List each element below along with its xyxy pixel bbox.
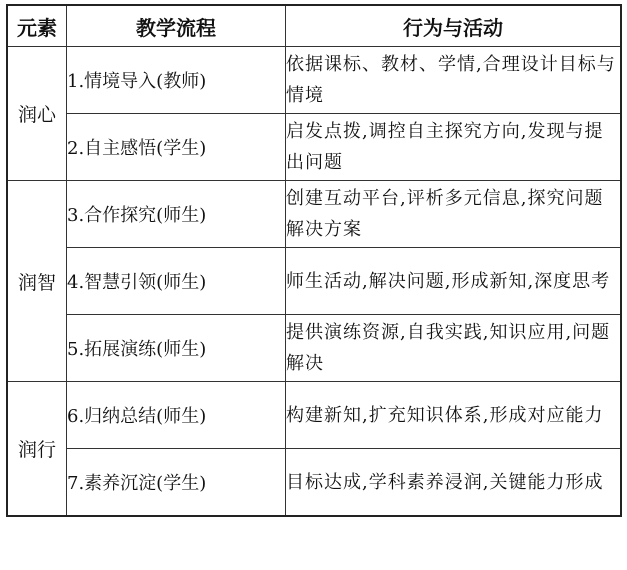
activity-cell: 创建互动平台,评析多元信息,探究问题解决方案 (286, 181, 622, 248)
table-row (7, 382, 621, 449)
table-row (7, 181, 621, 248)
step-cell: 6.归纳总结(师生) (67, 382, 286, 449)
activity-cell: 目标达成,学科素养浸润,关键能力形成 (286, 449, 622, 517)
table-row (7, 248, 621, 315)
step-cell: 4.智慧引领(师生) (67, 248, 286, 315)
header-row (7, 5, 621, 47)
table-row (7, 47, 621, 114)
element-cell: 润心 (7, 47, 67, 181)
header-element: 元素 (7, 5, 67, 47)
header-activity: 行为与活动 (286, 5, 622, 47)
element-cell: 润行 (7, 382, 67, 517)
table-row (7, 315, 621, 382)
teaching-process-table (6, 4, 622, 517)
activity-cell: 依据课标、教材、学情,合理设计目标与情境 (286, 47, 622, 114)
step-cell: 3.合作探究(师生) (67, 181, 286, 248)
table-row (7, 114, 621, 181)
activity-cell: 师生活动,解决问题,形成新知,深度思考 (286, 248, 622, 315)
activity-cell: 启发点拨,调控自主探究方向,发现与提出问题 (286, 114, 622, 181)
step-cell: 7.素养沉淀(学生) (67, 449, 286, 517)
activity-cell: 提供演练资源,自我实践,知识应用,问题解决 (286, 315, 622, 382)
activity-cell: 构建新知,扩充知识体系,形成对应能力 (286, 382, 622, 449)
header-process: 教学流程 (67, 5, 286, 47)
step-cell: 2.自主感悟(学生) (67, 114, 286, 181)
element-cell: 润智 (7, 181, 67, 382)
table-row (7, 449, 621, 517)
step-cell: 1.情境导入(教师) (67, 47, 286, 114)
step-cell: 5.拓展演练(师生) (67, 315, 286, 382)
